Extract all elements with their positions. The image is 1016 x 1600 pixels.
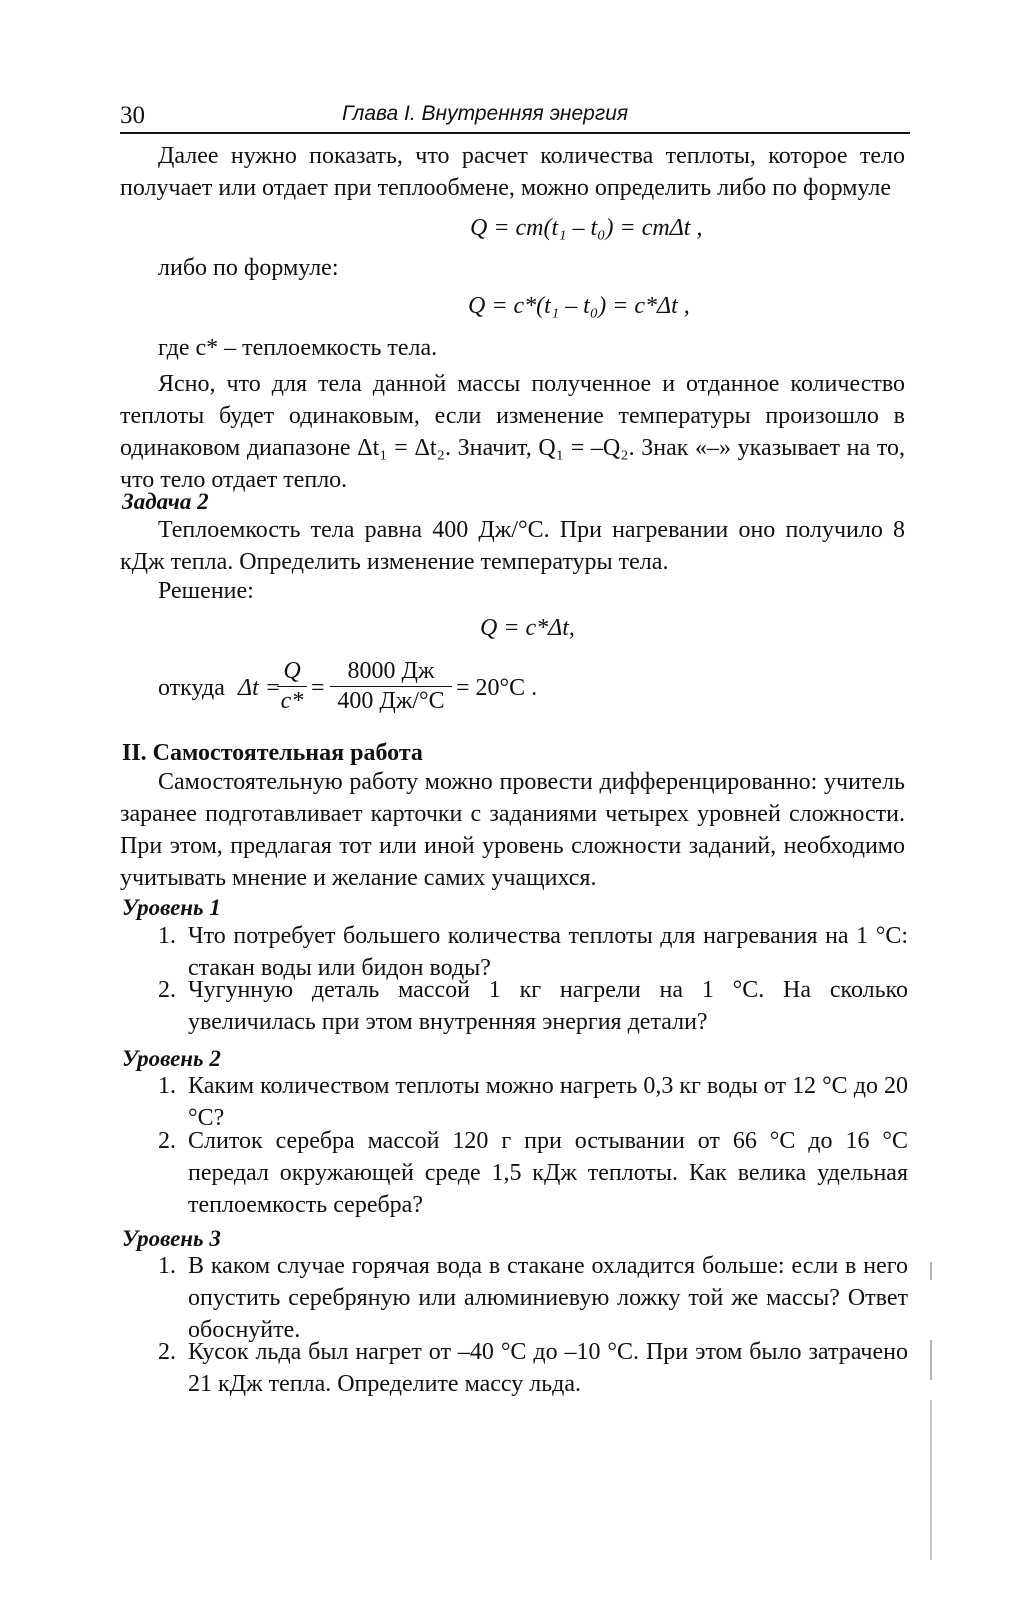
chapter-title: Глава I. Внутренняя энергия xyxy=(342,102,629,125)
level-2-heading: Уровень 2 xyxy=(122,1046,221,1071)
section-heading: II. Самостоятельная работа xyxy=(122,740,423,766)
fraction-numerator: Q xyxy=(277,658,307,687)
item-text: Что потребует большего количества теплоты для нагревания на 1 °С: стакан воды или бидон воды? xyxy=(188,923,908,981)
item-text: В каком случае горячая вода в стакане охладится больше: если в него опустить серебряную или алюминиевую ложку той же массы? Ответ обоснуйте. xyxy=(188,1253,908,1343)
level-1-heading: Уровень 1 xyxy=(122,895,221,920)
fraction-denominator: 400 Дж/°С xyxy=(337,688,445,714)
scan-artifact xyxy=(930,1340,932,1380)
item-number: 1. xyxy=(158,923,176,949)
running-header xyxy=(120,100,910,134)
scan-artifact xyxy=(930,1262,932,1280)
fraction-numeric xyxy=(330,658,452,715)
list-item xyxy=(158,974,908,1038)
page-number: 30 xyxy=(120,102,145,129)
task-heading: Задача 2 xyxy=(122,489,209,514)
fraction-q-over-c xyxy=(277,658,307,715)
section-paragraph: Самостоятельную работу можно провести дифференцированно: учитель заранее подготавливает карточки с заданиями четырех уровней сложности. При этом, предлагая тот или иной уровень сложности заданий, необходимо учитывать мнение и желание самих учащихся. xyxy=(120,769,905,891)
item-number: 2. xyxy=(158,977,176,1003)
item-text: Каким количеством теплоты можно нагреть 0,3 кг воды от 12 °С до 20 °С? xyxy=(188,1073,908,1131)
item-text: Чугунную деталь массой 1 кг нагрели на 1 °С. На сколько увеличилась при этом внутренняя энергия детали? xyxy=(188,977,908,1035)
solution-formula: Q = c*Δt, xyxy=(480,615,575,641)
item-text: Кусок льда был нагрет от –40 °С до –10 °С. При этом было затрачено 21 кДж тепла. Определите массу льда. xyxy=(188,1339,908,1397)
level-3-heading: Уровень 3 xyxy=(122,1226,221,1251)
heat-formula-capacity: Q = c*(t₁ – t₀) = c*Δt , xyxy=(468,293,690,319)
whence-label: откуда xyxy=(158,675,225,701)
item-text: Слиток серебра массой 120 г при остывании от 66 °С до 16 °С передал окружающей среде 1,5 кДж теплоты. Как велика удельная теплоемкость серебра? xyxy=(188,1128,908,1218)
result-value: = 20°С . xyxy=(456,675,538,701)
list-item xyxy=(158,1336,908,1400)
item-number: 1. xyxy=(158,1073,176,1099)
fraction-denominator: c* xyxy=(280,688,304,714)
item-number: 2. xyxy=(158,1128,176,1154)
scan-artifact xyxy=(930,1400,932,1560)
task-statement: Теплоемкость тела равна 400 Дж/°С. При нагревании оно получило 8 кДж тепла. Определить изменение температуры тела. xyxy=(120,517,905,575)
item-number: 2. xyxy=(158,1339,176,1365)
delta-t-symbol: Δt = xyxy=(238,675,281,701)
either-formula-label: либо по формуле: xyxy=(158,255,339,281)
intro-paragraph: Далее нужно показать, что расчет количества теплоты, которое тело получает или отдает при теплообмене, можно определить либо по формуле xyxy=(120,143,905,201)
heat-formula-mass: Q = cm(t₁ – t₀) = cmΔt , xyxy=(470,215,703,241)
solution-label: Решение: xyxy=(158,578,254,604)
fraction-numerator: 8000 Дж xyxy=(330,658,452,687)
list-item xyxy=(158,1250,908,1346)
item-number: 1. xyxy=(158,1253,176,1279)
list-item xyxy=(158,1125,908,1221)
where-definition: где c* – теплоемкость тела. xyxy=(158,335,438,361)
equals-sign: = xyxy=(311,675,325,701)
explanation-paragraph: Ясно, что для тела данной массы полученное и отданное количество теплоты будет одинаковым, если изменение температуры произошло в одинаковом диапазоне Δt₁ = Δt₂. Значит, Q₁ = –Q₂. Знак «–» указывает на то, что тело отдает тепло. xyxy=(120,371,905,493)
